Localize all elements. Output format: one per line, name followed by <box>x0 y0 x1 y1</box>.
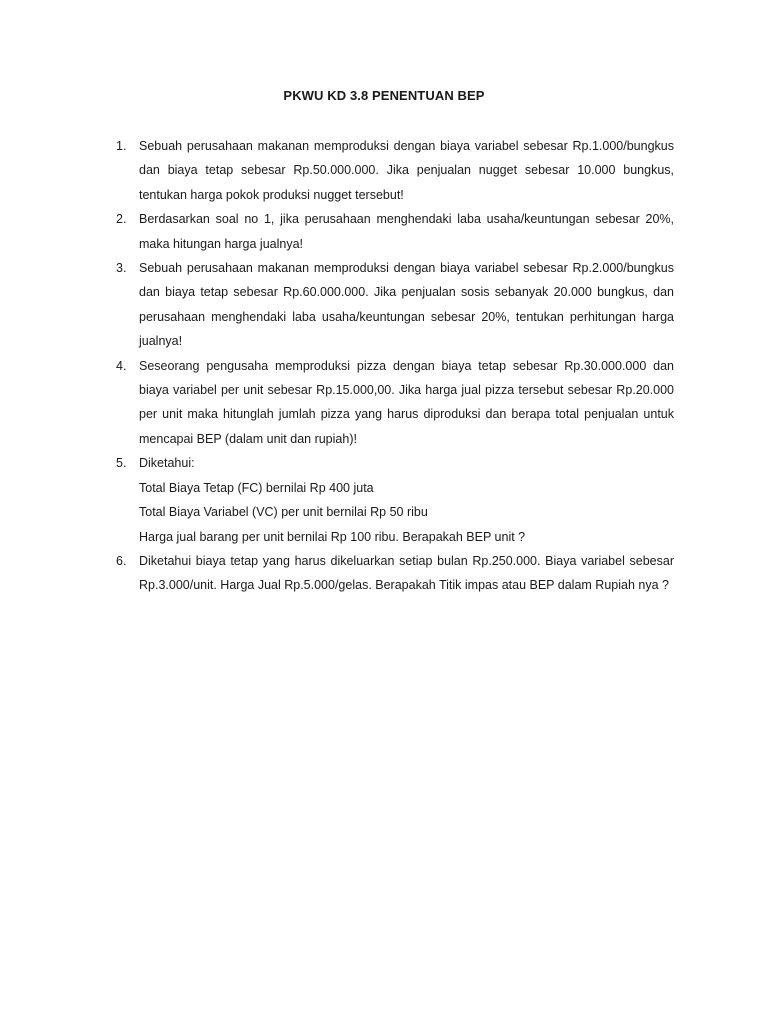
question-text: Sebuah perusahaan makanan memproduksi dengan biaya variabel sebesar Rp.2.000/bungkus dan biaya tetap sebesar Rp.60.000.000. Jika penjualan sosis sebanyak 20.000 bungkus, dan perusahaan menghendaki laba usaha/keuntungan sebesar 20%, tentukan perhitungan harga jualnya! <box>139 261 674 349</box>
given-fixed-cost: Total Biaya Tetap (FC) bernilai Rp 400 juta <box>139 480 374 495</box>
given-selling-price: Harga jual barang per unit bernilai Rp 100 ribu. Berapakah BEP unit ? <box>139 529 526 544</box>
given-variable-cost: Total Biaya Variabel (VC) per unit bernilai Rp 50 ribu <box>139 505 428 520</box>
question-text: Seseorang pengusaha memproduksi pizza dengan biaya tetap sebesar Rp.30.000.000 dan biaya variabel per unit sebesar Rp.15.000,00. Jika harga jual pizza tersebut sebesar Rp.20.000 per unit maka hitunglah jumlah pizza yang harus diproduksi dan berapa total penjualan untuk mencapai BEP (dalam unit dan rupiah)! <box>139 358 674 446</box>
question-text: Diketahui: <box>139 456 195 471</box>
question-text: Sebuah perusahaan makanan memproduksi dengan biaya variabel sebesar Rp.1.000/bungkus dan biaya tetap sebesar Rp.50.000.000. Jika penjualan nugget sebesar 10.000 bungkus, tentukan harga pokok produksi nugget tersebut! <box>139 139 674 202</box>
question-number: 3. <box>116 261 127 276</box>
question-number: 6. <box>116 553 127 568</box>
document-title: PKWU KD 3.8 PENENTUAN BEP <box>283 88 485 103</box>
question-item-6 <box>113 549 674 598</box>
question-item-2 <box>113 207 674 256</box>
question-number: 2. <box>116 212 127 227</box>
question-text: Berdasarkan soal no 1, jika perusahaan menghendaki laba usaha/keuntungan sebesar 20%, maka hitungan harga jualnya! <box>139 212 674 251</box>
question-text: Diketahui biaya tetap yang harus dikeluarkan setiap bulan Rp.250.000. Biaya variabel sebesar Rp.3.000/unit. Harga Jual Rp.5.000/gelas. Berapakah Titik impas atau BEP dalam Rupiah nya ? <box>139 553 674 593</box>
question-item-5 <box>113 451 674 549</box>
question-number: 4. <box>116 358 127 373</box>
question-list <box>113 134 674 598</box>
question-number: 5. <box>116 456 127 471</box>
question-item-4 <box>113 354 674 452</box>
question-item-1 <box>113 134 674 207</box>
question-number: 1. <box>116 139 127 153</box>
question-item-3 <box>113 256 674 354</box>
